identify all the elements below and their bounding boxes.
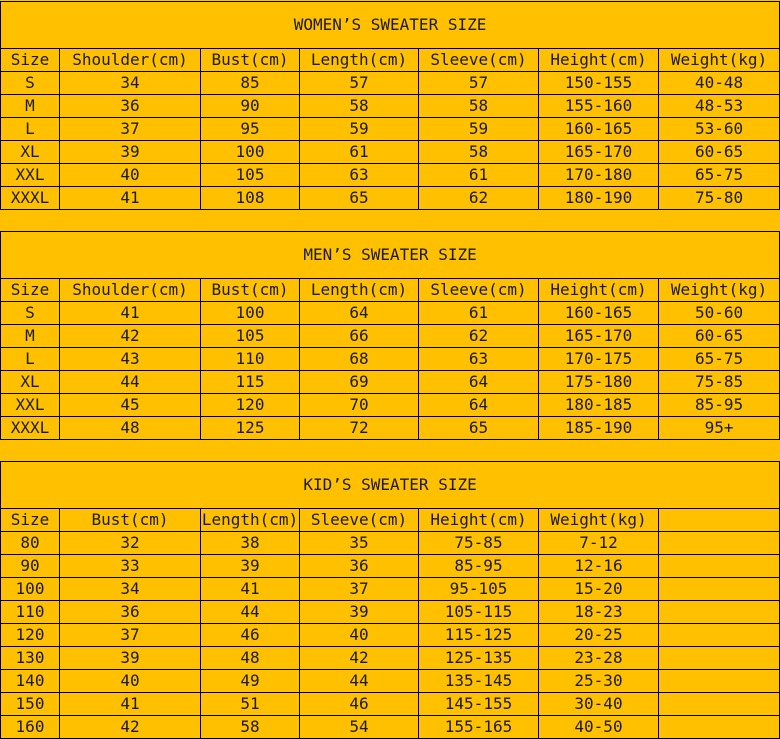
kid-size-table bbox=[0, 461, 780, 739]
table-cell: 39 bbox=[300, 601, 419, 624]
table-row bbox=[1, 187, 780, 210]
table-cell: 75-85 bbox=[659, 371, 780, 394]
table-cell bbox=[659, 532, 780, 555]
column-header: Size bbox=[1, 279, 60, 302]
women-size-table bbox=[0, 1, 780, 210]
table-cell: 43 bbox=[60, 348, 201, 371]
table-cell bbox=[659, 693, 780, 716]
table-cell: 42 bbox=[60, 716, 201, 739]
kid-size-section bbox=[0, 461, 779, 739]
table-row bbox=[1, 417, 780, 440]
women-size-section bbox=[0, 1, 779, 210]
table-row bbox=[1, 624, 780, 647]
table-cell: XXL bbox=[1, 164, 60, 187]
table-cell: 105 bbox=[201, 164, 300, 187]
column-header: Height(cm) bbox=[539, 279, 659, 302]
table-cell bbox=[659, 624, 780, 647]
table-cell: 110 bbox=[1, 601, 60, 624]
table-row bbox=[1, 95, 780, 118]
table-cell: M bbox=[1, 325, 60, 348]
table-cell: 18-23 bbox=[539, 601, 659, 624]
column-header: Height(cm) bbox=[419, 509, 539, 532]
table-row bbox=[1, 394, 780, 417]
table-row bbox=[1, 601, 780, 624]
header-row bbox=[1, 279, 780, 302]
table-cell: XL bbox=[1, 141, 60, 164]
table-cell: 39 bbox=[60, 647, 201, 670]
table-cell: 42 bbox=[300, 647, 419, 670]
table-cell: 54 bbox=[300, 716, 419, 739]
table-cell: 37 bbox=[300, 578, 419, 601]
column-header: Height(cm) bbox=[539, 49, 659, 72]
table-cell: 46 bbox=[300, 693, 419, 716]
table-cell: 68 bbox=[300, 348, 419, 371]
table-cell: 175-180 bbox=[539, 371, 659, 394]
table-cell: 38 bbox=[201, 532, 300, 555]
table-cell: 66 bbox=[300, 325, 419, 348]
table-cell: 48-53 bbox=[659, 95, 780, 118]
table-cell: 70 bbox=[300, 394, 419, 417]
table-cell: 160-165 bbox=[539, 302, 659, 325]
table-cell: 165-170 bbox=[539, 325, 659, 348]
table-cell: 95-105 bbox=[419, 578, 539, 601]
table-cell: XXXL bbox=[1, 187, 60, 210]
table-cell: 110 bbox=[201, 348, 300, 371]
table-cell: 120 bbox=[1, 624, 60, 647]
column-header: Length(cm) bbox=[201, 509, 300, 532]
table-cell: 58 bbox=[419, 95, 539, 118]
table-cell bbox=[659, 670, 780, 693]
table-cell: XL bbox=[1, 371, 60, 394]
table-cell: 125 bbox=[201, 417, 300, 440]
table-cell: 63 bbox=[300, 164, 419, 187]
table-cell: 145-155 bbox=[419, 693, 539, 716]
table-cell: 40-48 bbox=[659, 72, 780, 95]
table-cell: 95 bbox=[201, 118, 300, 141]
column-header: Sleeve(cm) bbox=[419, 49, 539, 72]
table-row bbox=[1, 555, 780, 578]
table-cell: 61 bbox=[419, 164, 539, 187]
table-cell: 160-165 bbox=[539, 118, 659, 141]
table-cell: 50-60 bbox=[659, 302, 780, 325]
table-cell: 61 bbox=[419, 302, 539, 325]
table-cell: S bbox=[1, 302, 60, 325]
table-cell: 48 bbox=[201, 647, 300, 670]
table-row bbox=[1, 716, 780, 739]
table-cell: 85-95 bbox=[419, 555, 539, 578]
table-cell: 37 bbox=[60, 118, 201, 141]
table-cell: 49 bbox=[201, 670, 300, 693]
table-cell: 58 bbox=[201, 716, 300, 739]
table-row bbox=[1, 532, 780, 555]
table-row bbox=[1, 348, 780, 371]
table-cell: 180-185 bbox=[539, 394, 659, 417]
table-cell: 63 bbox=[419, 348, 539, 371]
table-cell: 65 bbox=[300, 187, 419, 210]
table-cell: 23-28 bbox=[539, 647, 659, 670]
table-cell: 45 bbox=[60, 394, 201, 417]
table-cell: 60-65 bbox=[659, 141, 780, 164]
table-cell: 140 bbox=[1, 670, 60, 693]
table-cell: 58 bbox=[300, 95, 419, 118]
header-row bbox=[1, 509, 780, 532]
table-cell: 100 bbox=[201, 141, 300, 164]
title-row bbox=[1, 232, 780, 279]
table-cell: 90 bbox=[1, 555, 60, 578]
table-cell: 75-85 bbox=[419, 532, 539, 555]
table-cell: 170-180 bbox=[539, 164, 659, 187]
table-cell: 150-155 bbox=[539, 72, 659, 95]
table-row bbox=[1, 670, 780, 693]
table-row bbox=[1, 578, 780, 601]
table-cell: 34 bbox=[60, 578, 201, 601]
table-cell: 40 bbox=[60, 670, 201, 693]
men-size-table bbox=[0, 231, 780, 440]
table-cell: 39 bbox=[60, 141, 201, 164]
table-cell: 33 bbox=[60, 555, 201, 578]
table-cell: 51 bbox=[201, 693, 300, 716]
table-cell bbox=[659, 716, 780, 739]
table-cell bbox=[659, 601, 780, 624]
column-header: Shoulder(cm) bbox=[60, 49, 201, 72]
table-cell: 115 bbox=[201, 371, 300, 394]
table-cell: 32 bbox=[60, 532, 201, 555]
table-cell: 90 bbox=[201, 95, 300, 118]
table-cell: 20-25 bbox=[539, 624, 659, 647]
table-cell: 57 bbox=[300, 72, 419, 95]
table-cell: 64 bbox=[419, 394, 539, 417]
table-row bbox=[1, 325, 780, 348]
column-header bbox=[659, 509, 780, 532]
table-title: WOMEN’S SWEATER SIZE bbox=[1, 2, 780, 49]
table-cell: 69 bbox=[300, 371, 419, 394]
title-row bbox=[1, 462, 780, 509]
table-row bbox=[1, 302, 780, 325]
table-cell: 59 bbox=[300, 118, 419, 141]
table-cell: 64 bbox=[419, 371, 539, 394]
table-cell: L bbox=[1, 348, 60, 371]
table-cell: 185-190 bbox=[539, 417, 659, 440]
table-cell: 7-12 bbox=[539, 532, 659, 555]
table-cell: S bbox=[1, 72, 60, 95]
table-cell bbox=[659, 647, 780, 670]
table-cell: 59 bbox=[419, 118, 539, 141]
table-row bbox=[1, 141, 780, 164]
table-cell: 125-135 bbox=[419, 647, 539, 670]
table-cell: 15-20 bbox=[539, 578, 659, 601]
table-cell: 108 bbox=[201, 187, 300, 210]
table-cell: 60-65 bbox=[659, 325, 780, 348]
column-header: Sleeve(cm) bbox=[300, 509, 419, 532]
table-cell: 150 bbox=[1, 693, 60, 716]
table-cell: 72 bbox=[300, 417, 419, 440]
column-header: Bust(cm) bbox=[60, 509, 201, 532]
table-cell: M bbox=[1, 95, 60, 118]
column-header: Weight(kg) bbox=[659, 49, 780, 72]
table-cell: 155-165 bbox=[419, 716, 539, 739]
table-cell: 40-50 bbox=[539, 716, 659, 739]
table-cell: 75-80 bbox=[659, 187, 780, 210]
table-cell: 41 bbox=[60, 187, 201, 210]
table-cell: 65-75 bbox=[659, 348, 780, 371]
table-cell: 48 bbox=[60, 417, 201, 440]
column-header: Weight(kg) bbox=[539, 509, 659, 532]
table-cell: 120 bbox=[201, 394, 300, 417]
table-cell: 135-145 bbox=[419, 670, 539, 693]
table-cell: 95+ bbox=[659, 417, 780, 440]
table-cell: 25-30 bbox=[539, 670, 659, 693]
table-cell: 36 bbox=[60, 95, 201, 118]
table-cell: 155-160 bbox=[539, 95, 659, 118]
table-cell: XXL bbox=[1, 394, 60, 417]
men-size-section bbox=[0, 231, 779, 440]
table-row bbox=[1, 647, 780, 670]
table-cell bbox=[659, 555, 780, 578]
table-cell: 180-190 bbox=[539, 187, 659, 210]
column-header: Bust(cm) bbox=[201, 49, 300, 72]
column-header: Size bbox=[1, 509, 60, 532]
table-cell: 30-40 bbox=[539, 693, 659, 716]
column-header: Shoulder(cm) bbox=[60, 279, 201, 302]
table-cell: 85 bbox=[201, 72, 300, 95]
table-cell: 35 bbox=[300, 532, 419, 555]
table-row bbox=[1, 164, 780, 187]
table-row bbox=[1, 371, 780, 394]
table-cell: 64 bbox=[300, 302, 419, 325]
table-cell: 65-75 bbox=[659, 164, 780, 187]
column-header: Weight(kg) bbox=[659, 279, 780, 302]
table-cell: 34 bbox=[60, 72, 201, 95]
table-cell: 115-125 bbox=[419, 624, 539, 647]
table-cell: 42 bbox=[60, 325, 201, 348]
table-cell: 12-16 bbox=[539, 555, 659, 578]
table-cell: 44 bbox=[201, 601, 300, 624]
table-cell: 36 bbox=[300, 555, 419, 578]
table-cell: 57 bbox=[419, 72, 539, 95]
title-row bbox=[1, 2, 780, 49]
table-row bbox=[1, 72, 780, 95]
table-cell: 170-175 bbox=[539, 348, 659, 371]
table-cell: 65 bbox=[419, 417, 539, 440]
column-header: Sleeve(cm) bbox=[419, 279, 539, 302]
table-cell: 46 bbox=[201, 624, 300, 647]
table-cell: 100 bbox=[201, 302, 300, 325]
table-cell: 40 bbox=[60, 164, 201, 187]
table-cell: 44 bbox=[300, 670, 419, 693]
column-header: Length(cm) bbox=[300, 279, 419, 302]
table-cell: 105 bbox=[201, 325, 300, 348]
table-cell: 61 bbox=[300, 141, 419, 164]
table-row bbox=[1, 693, 780, 716]
table-cell: 62 bbox=[419, 325, 539, 348]
table-cell: 41 bbox=[201, 578, 300, 601]
table-cell: 40 bbox=[300, 624, 419, 647]
table-cell: 36 bbox=[60, 601, 201, 624]
table-cell bbox=[659, 578, 780, 601]
table-cell: 41 bbox=[60, 693, 201, 716]
column-header: Size bbox=[1, 49, 60, 72]
table-cell: XXXL bbox=[1, 417, 60, 440]
table-cell: 105-115 bbox=[419, 601, 539, 624]
table-cell: 53-60 bbox=[659, 118, 780, 141]
table-cell: 100 bbox=[1, 578, 60, 601]
table-cell: 165-170 bbox=[539, 141, 659, 164]
table-cell: 80 bbox=[1, 532, 60, 555]
table-cell: 160 bbox=[1, 716, 60, 739]
table-title: MEN’S SWEATER SIZE bbox=[1, 232, 780, 279]
table-cell: 62 bbox=[419, 187, 539, 210]
header-row bbox=[1, 49, 780, 72]
table-cell: 44 bbox=[60, 371, 201, 394]
table-cell: 39 bbox=[201, 555, 300, 578]
table-cell: 37 bbox=[60, 624, 201, 647]
column-header: Length(cm) bbox=[300, 49, 419, 72]
table-cell: 41 bbox=[60, 302, 201, 325]
table-cell: 85-95 bbox=[659, 394, 780, 417]
table-cell: 130 bbox=[1, 647, 60, 670]
column-header: Bust(cm) bbox=[201, 279, 300, 302]
table-title: KID’S SWEATER SIZE bbox=[1, 462, 780, 509]
table-cell: L bbox=[1, 118, 60, 141]
table-cell: 58 bbox=[419, 141, 539, 164]
table-row bbox=[1, 118, 780, 141]
